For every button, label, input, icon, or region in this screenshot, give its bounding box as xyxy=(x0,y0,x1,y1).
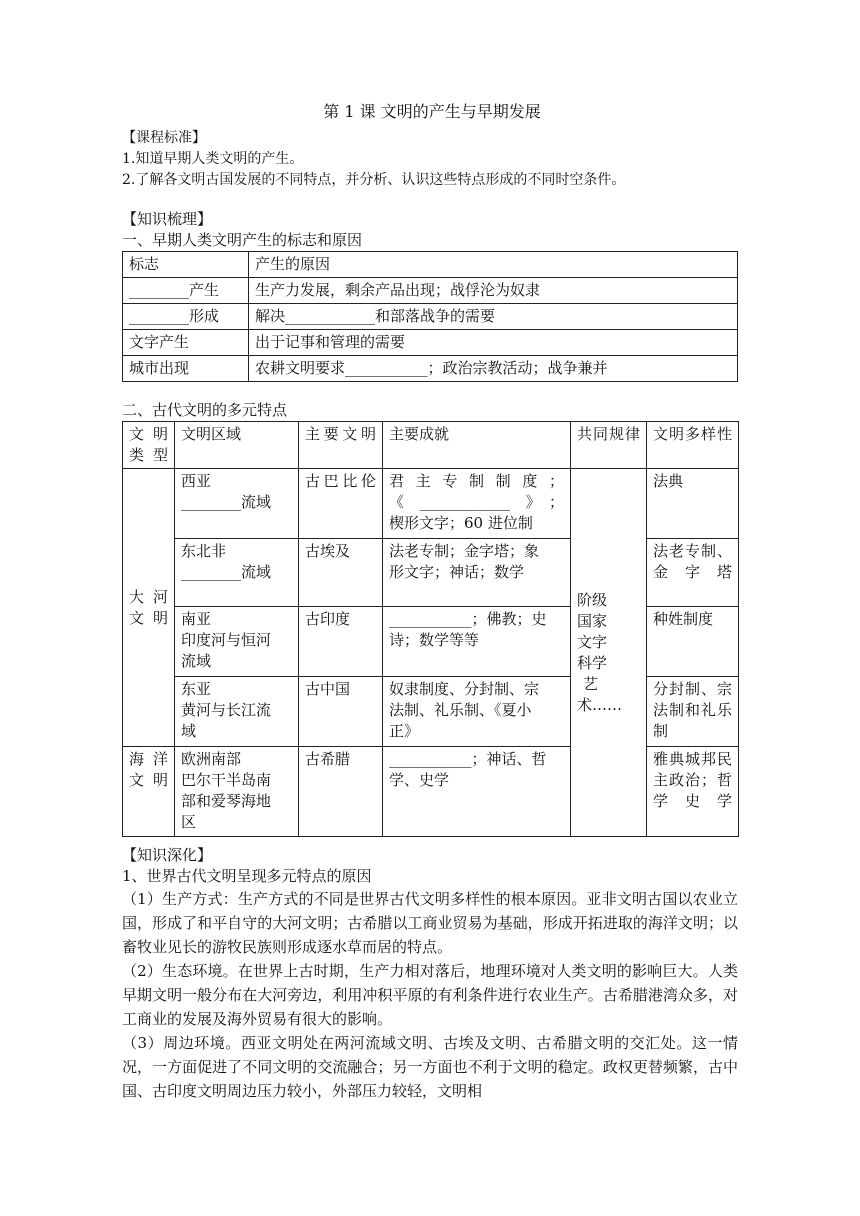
region-line: 欧洲南部 xyxy=(181,750,242,768)
region-cell xyxy=(175,607,299,677)
table-cell: 出于记事和管理的需要 xyxy=(249,330,738,356)
achievement-line: 奴隶制度、分封制、宗 xyxy=(389,680,540,698)
diversity-cell: 分封制、宗法制和礼乐制 xyxy=(647,677,739,747)
table-row xyxy=(123,356,738,382)
region-cell xyxy=(175,539,299,607)
civ-type-cell: 海洋文明 xyxy=(123,747,175,837)
table-row xyxy=(123,252,738,278)
table-header-cell: 标志 xyxy=(123,252,249,278)
table-cell: 解决____________和部落战争的需要 xyxy=(249,304,738,330)
achievement-line: ___________；神话、哲 xyxy=(389,750,547,768)
achievement-line: 正》 xyxy=(389,722,420,740)
table-row xyxy=(123,469,739,539)
standard-item: 2.了解各文明古国发展的不同特点，并分析、认识这些特点形成的不同时空条件。 xyxy=(122,172,626,188)
table-header-cell: 主要成就 xyxy=(383,422,571,469)
table-header-cell: 文明区域 xyxy=(175,422,299,469)
achievement-line: 法制、礼乐制、《夏小 xyxy=(389,701,532,719)
region-line: 巴尔干半岛南 xyxy=(181,771,272,789)
achievement-line: ___________；佛教；史 xyxy=(389,610,547,628)
table-header-cell: 共同规律 xyxy=(571,422,647,469)
common-item: 科学 xyxy=(577,653,608,672)
region-line: 黄河与长江流 xyxy=(181,701,272,719)
table-cell: 文字产生 xyxy=(123,330,249,356)
table-header-cell: 文明类型 xyxy=(123,422,175,469)
region-line: 印度河与恒河 xyxy=(181,631,272,649)
table-cell: 农耕文明要求___________；政治宗教活动；战争兼并 xyxy=(249,356,738,382)
table-row xyxy=(123,304,738,330)
table-cell: ________形成 xyxy=(123,304,249,330)
table-cell: 城市出现 xyxy=(123,356,249,382)
common-item: 文字 xyxy=(577,632,608,651)
document-page xyxy=(122,100,742,1103)
section1-heading: 一、早期人类文明产生的标志和原因 xyxy=(122,231,363,249)
common-item: 艺 xyxy=(583,674,599,693)
review-heading: 【知识梳理】 xyxy=(122,210,213,228)
achievement-line: 《____________》； xyxy=(389,493,564,511)
table-row xyxy=(123,422,739,469)
region-cell xyxy=(175,747,299,837)
achievement-cell xyxy=(383,607,571,677)
table-row xyxy=(123,677,739,747)
achievement-line: 诗；数学等等 xyxy=(389,631,480,649)
table-row xyxy=(123,278,738,304)
table-row xyxy=(123,330,738,356)
achievement-cell xyxy=(383,747,571,837)
achievement-cell xyxy=(383,539,571,607)
common-item: 阶级 xyxy=(577,590,608,609)
origins-table xyxy=(122,251,738,382)
diversity-cell: 法典 xyxy=(647,469,739,539)
diversity-cell: 雅典城邦民主政治；哲学史学 xyxy=(647,747,739,837)
region-line: 流域 xyxy=(181,652,212,670)
table-cell: 生产力发展，剩余产品出现；战俘沦为奴隶 xyxy=(249,278,738,304)
achievement-cell xyxy=(383,469,571,539)
standard-item: 1.知道早期人类文明的产生。 xyxy=(122,151,304,167)
region-line: 南亚 xyxy=(181,610,212,628)
civ-cell: 古巴比伦 xyxy=(299,469,383,539)
table-header-cell: 产生的原因 xyxy=(249,252,738,278)
region-line: ________流域 xyxy=(181,493,272,511)
region-line: ________流域 xyxy=(181,563,272,581)
deepen-subheading: 1、世界古代文明呈现多元特点的原因 xyxy=(122,867,372,885)
section2-heading: 二、古代文明的多元特点 xyxy=(122,401,288,419)
region-cell xyxy=(175,677,299,747)
region-line: 东亚 xyxy=(181,680,212,698)
common-law-cell xyxy=(571,469,647,837)
paragraph: （2）生态环境。在世界上古时期，生产力相对落后，地理环境对人类文明的影响巨大。人类早期文明一般分布在大河旁边，利用冲积平原的有利条件进行农业生产。古希腊港湾众多，对工商业的发展及海外贸易有很大的影响。 xyxy=(122,962,738,1028)
region-cell xyxy=(175,469,299,539)
paragraph: （3）周边环境。西亚文明处在两河流域文明、古埃及文明、古希腊文明的交汇处。这一情况，一方面促进了不同文明的交流融合；另一方面也不利于文明的稳定。政权更替频繁，古中国、古印度文明周边压力较小，外部压力较轻，文明相 xyxy=(122,1034,738,1100)
civ-cell: 古埃及 xyxy=(299,539,383,607)
civ-cell: 古希腊 xyxy=(299,747,383,837)
civilizations-table xyxy=(122,421,739,837)
common-item: 术…… xyxy=(577,695,623,714)
standards-heading: 【课程标准】 xyxy=(122,130,206,146)
deepen-heading: 【知识深化】 xyxy=(122,846,213,864)
region-line: 东北非 xyxy=(181,542,227,560)
achievement-line: 君主专制制度； xyxy=(389,472,564,490)
region-line: 域 xyxy=(181,722,197,740)
paragraph: （1）生产方式：生产方式的不同是世界古代文明多样性的根本原因。亚非文明古国以农业立国，形成了和平自守的大河文明；古希腊以工商业贸易为基础，形成开拓进取的海洋文明；以畜牧业见长的游牧民族则形成逐水草而居的特点。 xyxy=(122,890,738,956)
table-cell: ________产生 xyxy=(123,278,249,304)
table-row xyxy=(123,539,739,607)
civ-cell: 古印度 xyxy=(299,607,383,677)
table-header-cell: 主要文明 xyxy=(299,422,383,469)
diversity-cell: 种姓制度 xyxy=(647,607,739,677)
region-line: 部和爱琴海地 xyxy=(181,792,272,810)
region-line: 西亚 xyxy=(181,472,212,490)
table-row xyxy=(123,607,739,677)
achievement-line: 楔形文字；60 进位制 xyxy=(389,514,533,532)
achievement-cell xyxy=(383,677,571,747)
table-header-cell: 文明多样性 xyxy=(647,422,739,469)
achievement-line: 形文字；神话；数学 xyxy=(389,563,525,581)
table-row xyxy=(123,747,739,837)
region-line: 区 xyxy=(181,813,197,831)
common-item: 国家 xyxy=(577,611,608,630)
achievement-line: 法老专制；金字塔；象 xyxy=(389,542,540,560)
civ-cell: 古中国 xyxy=(299,677,383,747)
achievement-line: 学、史学 xyxy=(389,771,450,789)
page-title: 第 1 课 文明的产生与早期发展 xyxy=(323,102,541,121)
diversity-cell: 法老专制、金字塔 xyxy=(647,539,739,607)
civ-type-cell: 大河文明 xyxy=(123,469,175,747)
